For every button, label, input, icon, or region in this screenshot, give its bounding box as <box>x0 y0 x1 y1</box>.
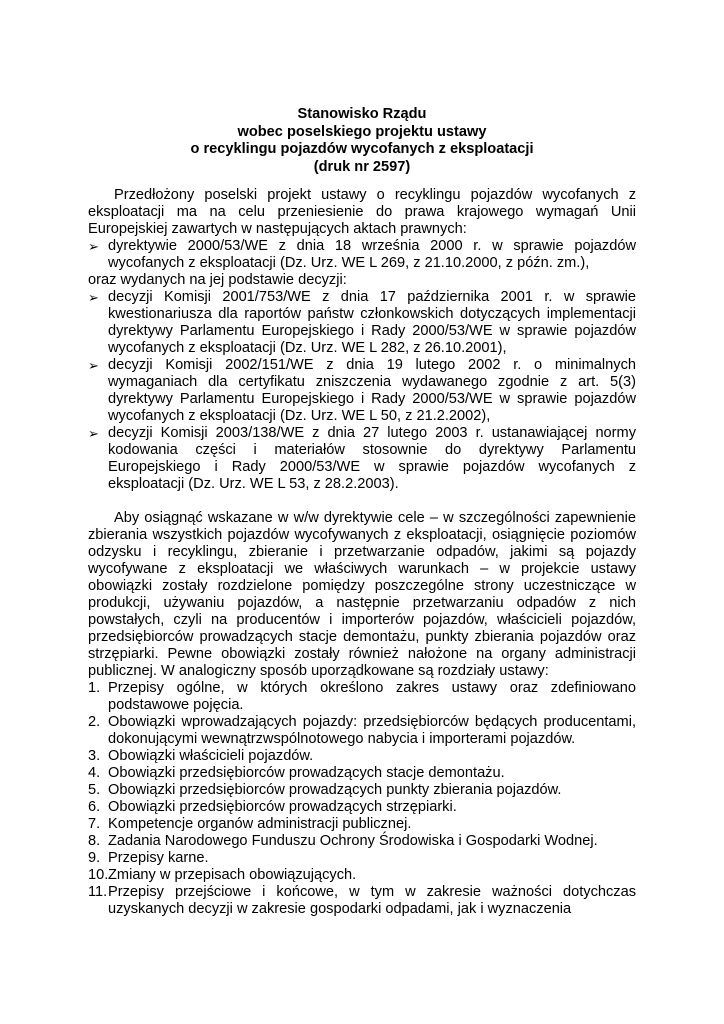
directives-list <box>88 238 636 272</box>
chapter-number: 8. <box>88 833 101 849</box>
chapter-item <box>88 833 636 850</box>
chapter-item <box>88 884 636 918</box>
chapter-number: 1. <box>88 680 101 696</box>
title-line-1: Stanowisko Rządu <box>297 106 427 122</box>
chapter-number: 5. <box>88 782 101 798</box>
decision-text: decyzji Komisji 2002/151/WE z dnia 19 lutego 2002 r. o minimalnych wymaganiach dla certyfikatu zniszczenia wydawanego zgodnie z art. 5(3) dyrektywy Parlamentu Europejskiego i Rady 2000/53/WE w sprawie pojazdów wycofanych z eksploatacji (Dz. Urz. WE L 50, z 21.2.2002), <box>108 357 636 424</box>
chapter-number: 10. <box>88 867 109 883</box>
chapter-item <box>88 850 636 867</box>
chapters-list <box>88 680 636 918</box>
decision-text: decyzji Komisji 2003/138/WE z dnia 27 lutego 2003 r. ustanawiającej normy kodowania części i materiałów stosownie do dyrektywy Parlamentu Europejskiego i Rady 2000/53/WE w sprawie pojazdów wycofanych z eksploatacji (Dz. Urz. WE L 53, z 28.2.2003). <box>108 425 636 492</box>
chapter-text: Zadania Narodowego Funduszu Ochrony Środowiska i Gospodarki Wodnej. <box>108 833 598 849</box>
arrow-bullet-icon: ➢ <box>88 239 99 254</box>
decisions-intro: oraz wydanych na jej podstawie decyzji: <box>88 272 347 288</box>
chapter-text: Przepisy przejściowe i końcowe, w tym w zakresie ważności dotychczas uzyskanych decyzji w zakresie gospodarki odpadami, jak i wyznaczenia <box>108 884 636 917</box>
title-line-4: (druk nr 2597) <box>313 158 411 175</box>
document-title <box>88 106 636 176</box>
chapter-text: Obowiązki wprowadzających pojazdy: przedsiębiorców będących producentami, dokonującymi wewnątrzwspólnotowego nabycia i importerami pojazdów. <box>108 714 636 747</box>
chapter-number: 3. <box>88 748 101 764</box>
arrow-bullet-icon: ➢ <box>88 290 99 305</box>
paragraph-spacer <box>88 493 636 510</box>
chapter-text: Obowiązki przedsiębiorców prowadzących punkty zbierania pojazdów. <box>108 782 562 798</box>
chapter-item <box>88 782 636 799</box>
chapter-text: Obowiązki właścicieli pojazdów. <box>108 748 314 764</box>
chapter-number: 4. <box>88 765 101 781</box>
arrow-bullet-icon: ➢ <box>88 426 99 441</box>
chapter-number: 11. <box>88 884 108 900</box>
title-line-3: o recyklingu pojazdów wycofanych z eksploatacji <box>190 141 534 157</box>
title-line-2: wobec poselskiego projektu ustawy <box>237 123 487 140</box>
arrow-bullet-icon: ➢ <box>88 358 99 373</box>
chapter-item <box>88 799 636 816</box>
chapter-text: Przepisy ogólne, w których określono zakres ustawy oraz zdefiniowano podstawowe pojęcia. <box>108 680 636 713</box>
chapter-item <box>88 714 636 748</box>
chapter-number: 2. <box>88 714 101 730</box>
decision-item <box>88 425 636 493</box>
chapter-number: 9. <box>88 850 101 866</box>
decision-item <box>88 357 636 425</box>
chapter-text: Kompetencje organów administracji publicznej. <box>108 816 412 832</box>
chapter-item <box>88 765 636 782</box>
chapter-item <box>88 816 636 833</box>
decision-text: decyzji Komisji 2001/753/WE z dnia 17 października 2001 r. w sprawie kwestionariusza dla raportów państw członkowskich dotyczących implementacji dyrektywy Parlamentu Europejskiego i Rady 2000/53/WE w sprawie pojazdów wycofanych z eksploatacji (Dz. Urz. WE L 282, z 26.10.2001), <box>108 289 636 356</box>
chapter-number: 7. <box>88 816 101 832</box>
document-body <box>88 187 636 918</box>
chapter-number: 6. <box>88 799 101 815</box>
directive-item <box>88 238 636 272</box>
intro-paragraph: Przedłożony poselski projekt ustawy o recyklingu pojazdów wycofanych z eksploatacji ma na celu przeniesienie do prawa krajowego wymagań Unii Europejskiej zawartych w następujących aktach prawnych: <box>88 187 636 237</box>
paragraph-2: Aby osiągnąć wskazane w w/w dyrektywie cele – w szczególności zapewnienie zbierania wszystkich pojazdów wycofywanych z eksploatacji, osiągnięcie poziomów odzysku i recyklingu, zbieranie i przetwarzanie odpadów, jakimi są pojazdy wycofywane z eksploatacji we właściwych warunkach – w projekcie ustawy obowiązki zostały rozdzielone pomiędzy poszczególne strony uczestniczące w produkcji, używaniu pojazdów, a następnie przetwarzaniu odpadów z nich powstałych, czyli na producentów i importerów pojazdów, właścicieli pojazdów, przedsiębiorców prowadzących stacje demontażu, punkty zbierania pojazdów oraz strzępiarki. Pewne obowiązki zostały również nałożone na organy administracji publicznej. W analogiczny sposób uporządkowane są rozdziały ustawy: <box>88 510 636 679</box>
chapter-text: Zmiany w przepisach obowiązujących. <box>108 867 357 883</box>
chapter-item <box>88 748 636 765</box>
chapter-item <box>88 867 636 884</box>
chapter-text: Obowiązki przedsiębiorców prowadzących stacje demontażu. <box>108 765 505 781</box>
chapter-text: Obowiązki przedsiębiorców prowadzących strzępiarki. <box>108 799 457 815</box>
decision-item <box>88 289 636 357</box>
chapter-item <box>88 680 636 714</box>
decisions-list <box>88 289 636 493</box>
chapter-text: Przepisy karne. <box>108 850 209 866</box>
directive-text: dyrektywie 2000/53/WE z dnia 18 września 2000 r. w sprawie pojazdów wycofanych z eksploatacji (Dz. Urz. WE L 269, z 21.10.2000, z późn. zm.), <box>108 238 636 271</box>
